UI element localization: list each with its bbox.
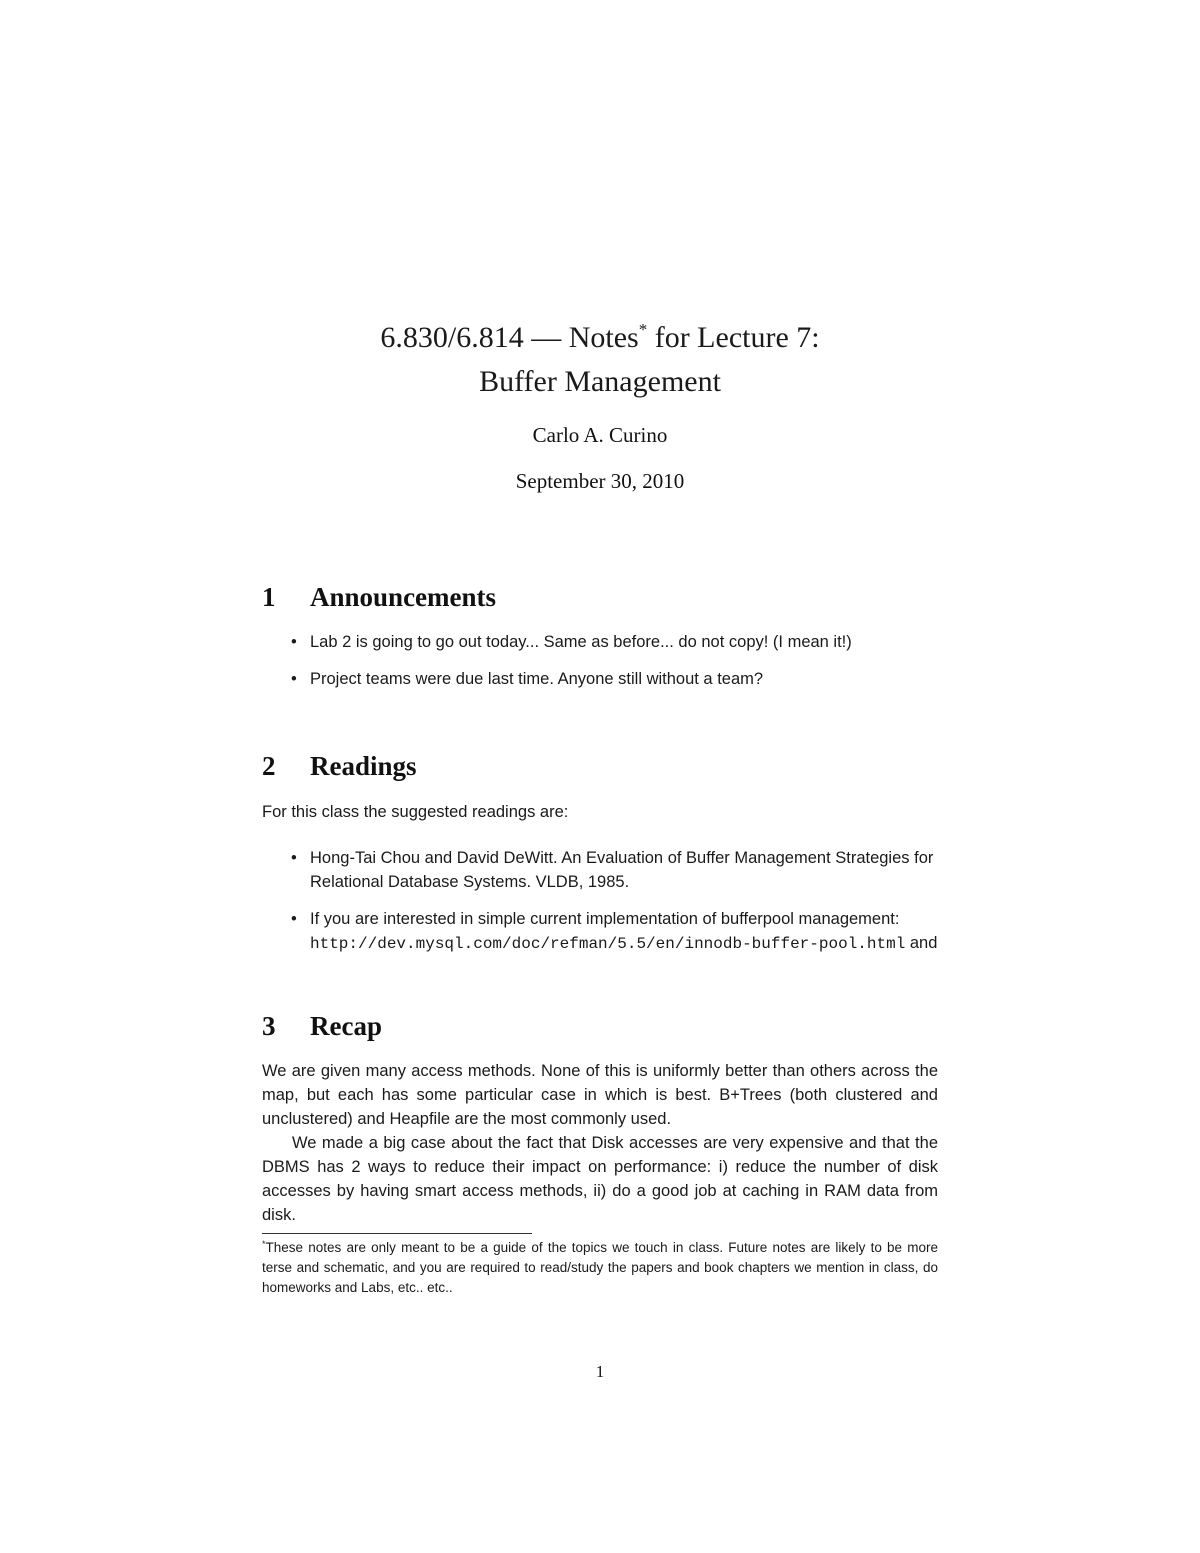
section-heading-readings xyxy=(262,749,417,783)
bullet-icon: • xyxy=(291,633,297,651)
page-title xyxy=(0,316,1200,360)
readings-intro: For this class the suggested readings are: xyxy=(262,803,569,821)
announcements-list-container xyxy=(262,630,938,704)
recap-paragraph-1: We are given many access methods. None of this is uniformly better than others across the map, but each has some particular case in which is best. B+Trees (both clustered and unclustered) and Heapfile are the most commonly used. xyxy=(262,1062,938,1128)
bullet-icon: • xyxy=(291,849,297,867)
footnote-mark: * xyxy=(262,1239,266,1249)
date: September 30, 2010 xyxy=(515,469,685,493)
recap-body xyxy=(262,1059,938,1227)
list-item xyxy=(262,907,938,956)
reading-tail: and xyxy=(905,934,938,952)
footnote-text: These notes are only meant to be a guide of the topics we touch in class. Future notes are likely to be more terse and schematic, and you are required to read/study the papers and book chapters we mention in class, do homeworks and Labs, etc.. etc.. xyxy=(262,1240,938,1295)
page-number: 1 xyxy=(595,1362,605,1381)
recap-paragraph-2: We made a big case about the fact that Disk accesses are very expensive and that the DBMS has 2 ways to reduce their impact on performance: i) reduce the number of disk accesses by having smart access methods, ii) do a good job at caching in RAM data from disk. xyxy=(262,1134,938,1224)
list-item-text: Project teams were due last time. Anyone still without a team? xyxy=(310,670,764,688)
reading-citation: Hong-Tai Chou and David DeWitt. An Evaluation of Buffer Management Strategies for Relational Database Systems. VLDB, 1985. xyxy=(310,849,934,891)
section-heading-recap xyxy=(262,1009,382,1043)
section-title: Readings xyxy=(310,751,417,781)
reading-url-link[interactable]: http://dev.mysql.com/doc/refman/5.5/en/innodb-buffer-pool.html xyxy=(310,935,906,953)
reading-text: If you are interested in simple current implementation of bufferpool management: xyxy=(310,910,900,928)
list-item-text: Lab 2 is going to go out today... Same as before... do not copy! (I mean it!) xyxy=(310,633,852,651)
section-number: 1 xyxy=(262,582,276,612)
page-subtitle: Buffer Management xyxy=(479,365,721,398)
readings-list xyxy=(262,846,938,956)
readings-body xyxy=(262,800,938,969)
section-heading-announcements xyxy=(262,580,496,614)
section-title: Recap xyxy=(310,1011,382,1041)
section-title: Announcements xyxy=(310,582,497,612)
list-item xyxy=(262,846,938,894)
footnote-divider xyxy=(262,1233,532,1234)
list-item xyxy=(262,667,938,691)
section-number: 3 xyxy=(262,1011,276,1041)
title-block xyxy=(0,316,1200,496)
author: Carlo A. Curino xyxy=(532,423,668,447)
title-footnote-mark[interactable]: * xyxy=(638,320,648,339)
announcements-list xyxy=(262,630,938,691)
section-number: 2 xyxy=(262,751,276,781)
list-item xyxy=(262,630,938,654)
bullet-icon: • xyxy=(291,670,297,688)
title-line1-before: 6.830/6.814 — Notes xyxy=(380,321,639,354)
title-line1-after: for Lecture 7: xyxy=(647,321,820,354)
footnote xyxy=(262,1238,938,1298)
bullet-icon: • xyxy=(291,910,297,928)
